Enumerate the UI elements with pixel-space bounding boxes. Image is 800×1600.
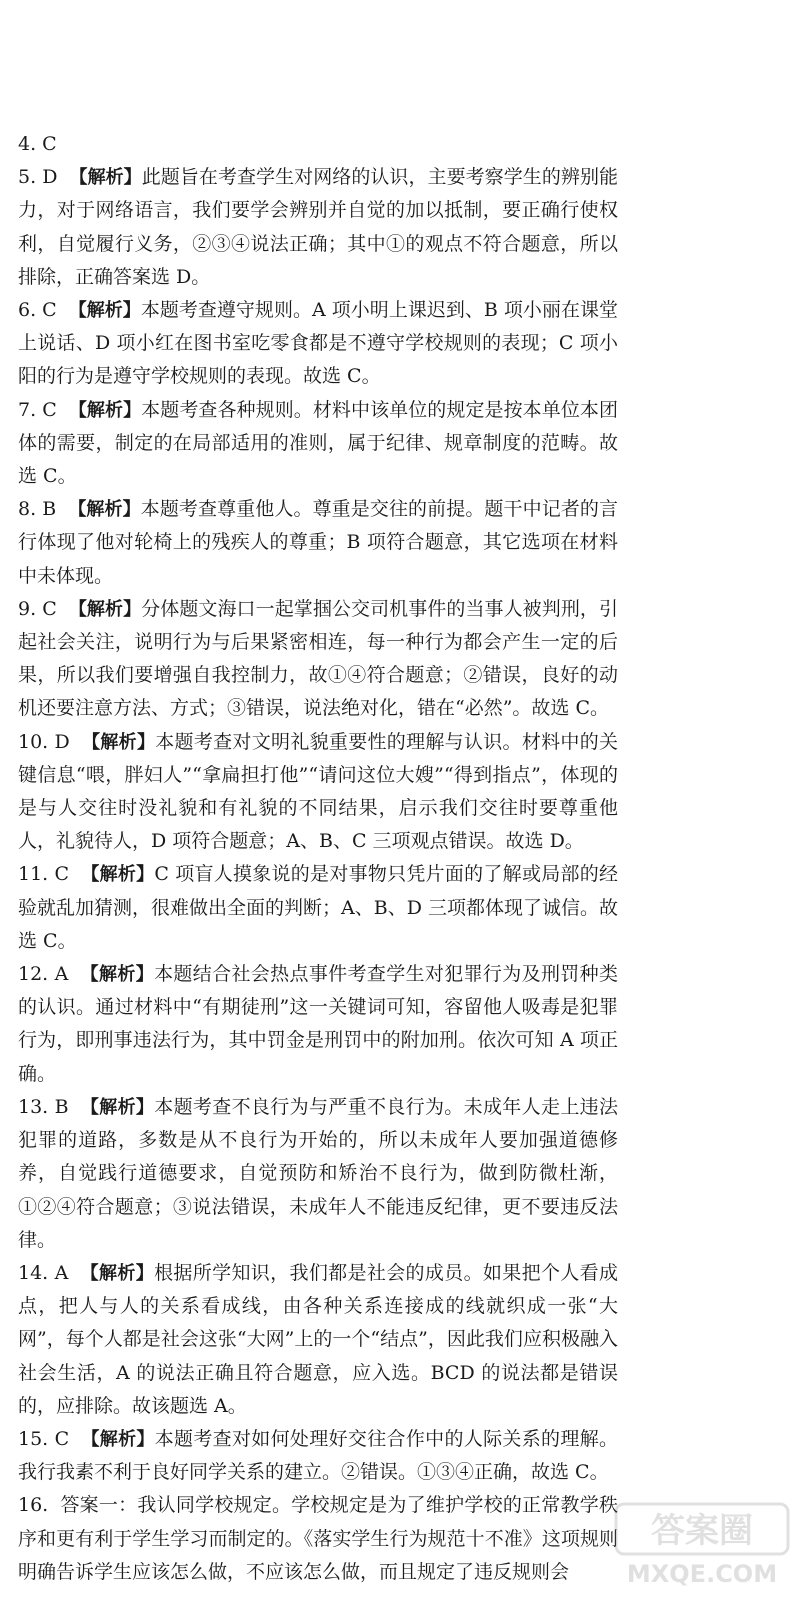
svg-text:答案圈: 答案圈 — [651, 1511, 753, 1551]
answer-item — [18, 1091, 618, 1257]
answer-text: 分体题文海口一起掌掴公交司机事件的当事人被判刑，引起社会关注，说明行为与后果紧密相连，每一种行为都会产生一定的后果，所以我们要增强自我控制力，故①④符合题意；②错误，良好的动机还要注意方法、方式；③错误，说法绝对化，错在“必然”。故选 C。 — [18, 597, 618, 720]
answer-number: 6. C — [18, 299, 57, 322]
answer-text: 根据所学知识，我们都是社会的成员。如果把个人看成点，把人与人的关系看成线，由各种关系连接成的线就织成一张“大网”，每个人都是社会这张“大网”上的一个“结点”，因此我们应积极融入社会生活，A 的说法正确且符合题意，应入选。BCD 的说法都是错误的，应排除。故该题选 A。 — [18, 1261, 618, 1417]
answer-text: 本题考查各种规则。材料中该单位的规定是按本单位本团体的需要，制定的在局部适用的准则，属于纪律、规章制度的范畴。故选 C。 — [18, 398, 618, 488]
analysis-tag: 【解析】 — [80, 1262, 155, 1284]
analysis-tag: 【解析】 — [81, 1428, 155, 1450]
analysis-tag: 【解析】 — [80, 1096, 155, 1118]
answer-text: 本题考查不良行为与严重不良行为。未成年人走上违法犯罪的道路，多数是从不良行为开始的，所以未成年人要加强道德修养，自觉践行道德要求，自觉预防和矫治不良行为，做到防微杜渐，①②④符合题意；③说法错误，未成年人不能违反纪律，更不要违反法律。 — [18, 1095, 618, 1251]
answer-text: 本题考查尊重他人。尊重是交往的前提。题干中记者的言行体现了他对轮椅上的残疾人的尊重；B 项符合题意，其它选项在材料中未体现。 — [18, 498, 618, 587]
watermark-logo — [612, 1500, 792, 1590]
answer-number: 7. C — [18, 398, 57, 421]
answer-number: 15. C — [18, 1427, 70, 1450]
analysis-tag: 【解析】 — [69, 167, 142, 189]
analysis-tag: 【解析】 — [68, 300, 141, 322]
answer-item — [18, 1423, 618, 1489]
answer-item — [18, 294, 618, 394]
answer-item — [18, 161, 618, 294]
answer-item — [18, 726, 618, 859]
answer-text: 本题考查对如何处理好交往合作中的人际关系的理解。我行我素不利于良好同学关系的建立。②错误。①③④正确，故选 C。 — [18, 1427, 619, 1484]
answer-number: 9. C — [18, 597, 57, 620]
analysis-tag: 【解析】 — [68, 399, 142, 421]
analysis-tag: 【解析】 — [68, 598, 142, 620]
answer-number: 14. A — [18, 1261, 69, 1284]
answer-number: 4. C — [18, 133, 57, 155]
answer-number: 16. — [18, 1494, 49, 1517]
analysis-tag: 【解析】 — [81, 731, 156, 753]
answer-text: 本题考查遵守规则。A 项小明上课迟到、B 项小丽在课堂上说话、D 项小红在图书室吃零食都是不遵守学校规则的表现；C 项小阳的行为是遵守学校规则的表现。故选 C。 — [18, 299, 619, 388]
answer-text: C 项盲人摸象说的是对事物只凭片面的了解或局部的经验就乱加猜测，很难做出全面的判断；A、B、D 三项都体现了诚信。故选 C。 — [18, 863, 618, 952]
answer-number: 10. D — [18, 730, 70, 753]
analysis-tag: 【解析】 — [81, 864, 155, 886]
answer-item — [18, 958, 618, 1091]
answer-number: 8. B — [18, 498, 57, 521]
answer-number: 11. C — [18, 863, 70, 886]
analysis-tag: 【解析】 — [68, 499, 141, 521]
answer-item — [18, 1257, 618, 1423]
analysis-tag: 【解析】 — [80, 964, 155, 986]
answer-item — [18, 394, 618, 494]
answer-list — [18, 128, 618, 1589]
svg-text:MXQE.COM: MXQE.COM — [626, 1560, 778, 1588]
answer-text: 答案一：我认同学校规定。学校规定是为了维护学校的正常教学秩序和更有利于学生学习而制定的。《落实学生行为规范十不准》这项规则明确告诉学生应该怎么做，不应该怎么做，而且规定了违反规则会 — [18, 1494, 618, 1583]
answer-number: 5. D — [18, 166, 58, 189]
answer-number: 13. B — [18, 1095, 69, 1118]
answer-text: 本题结合社会热点事件考查学生对犯罪行为及刑罚种类的认识。通过材料中“有期徒刑”这一关键词可知，容留他人吸毒是犯罪行为，即刑事违法行为，其中罚金是刑罚中的附加刑。依次可知 A 项正确。 — [18, 963, 618, 1085]
answer-item — [18, 493, 618, 593]
answer-text: 本题考查对文明礼貌重要性的理解与认识。材料中的关键信息“喂，胖妇人”“拿扁担打他”“请问这位大嫂”“得到指点”，体现的是与人交往时没礼貌和有礼貌的不同结果，启示我们交往时要尊重他人，礼貌待人，D 项符合题意；A、B、C 三项观点错误。故选 D。 — [18, 730, 618, 853]
answer-text: 此题旨在考查学生对网络的认识，主要考察学生的辨别能力，对于网络语言，我们要学会辨别并自觉的加以抵制，要正确行使权利，自觉履行义务，②③④说法正确；其中①的观点不符合题意，所以排除，正确答案选 D。 — [18, 166, 618, 288]
answer-item — [18, 593, 618, 726]
answer-item — [18, 858, 618, 958]
answer-item — [18, 128, 618, 161]
answer-item — [18, 1489, 618, 1589]
answer-number: 12. A — [18, 963, 69, 986]
